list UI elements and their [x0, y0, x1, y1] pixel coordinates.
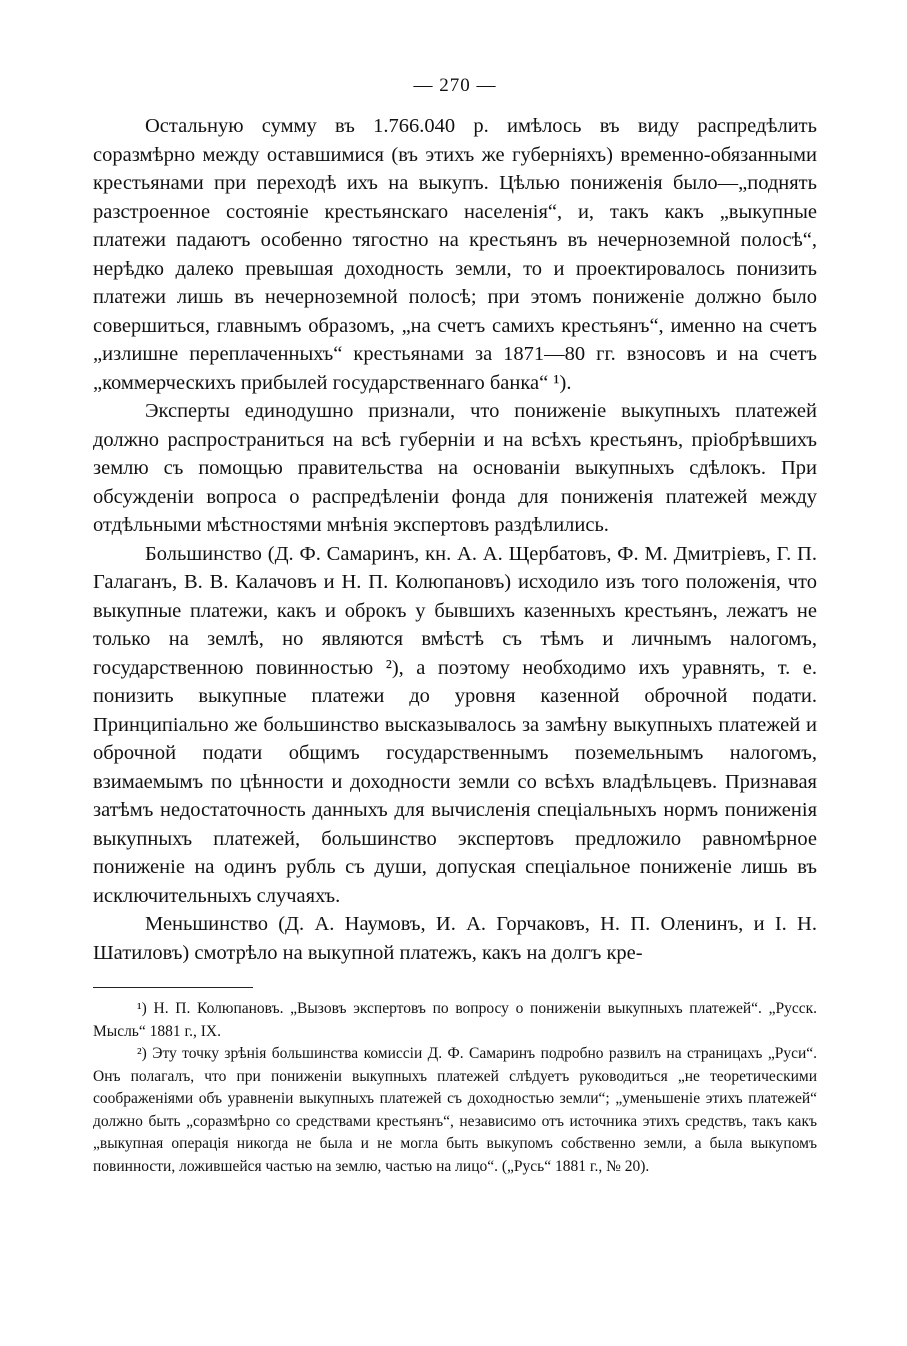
paragraph-experts-agreed: Эксперты единодушно признали, что пониженіе выкупныхъ платежей должно распространиться на всѣ губерніи и на всѣхъ крестьянъ, пріобрѣвшихъ землю съ помощью правительства на основаніи выкупныхъ сдѣлокъ. При обсужденіи вопроса о распредѣленіи фонда для пониженія платежей между отдѣльными мѣстностями мнѣнія экспертовъ раздѣлились.	[93, 400, 817, 536]
footnote-2: ²) Эту точку зрѣнія большинства комиссіи Д. Ф. Самаринъ подробно развилъ на страницахъ „Руси“. Онъ полагалъ, что при пониженіи выкупныхъ платежей слѣдуетъ руководиться „не теоретическими соображеніями объ уравненіи выкупныхъ платежей съ доходностью земли“; „уменьшеніе этихъ платежей“ должно быть „соразмѣрно со средствами крестьянъ“, независимо отъ источника этихъ средствъ, такъ какъ „выкупная операція никогда не была и не могла быть выкупомъ собственно земли, а была выкупомъ повинности, ложившейся частью на землю, частью на лицо“. („Русь“ 1881 г., № 20).	[93, 1045, 817, 1175]
footnote-1: ¹) Н. П. Колюпановъ. „Вызовъ экспертовъ по вопросу о пониженіи выкупныхъ платежей“. „Русск. Мысль“ 1881 г., IX.	[93, 1000, 817, 1040]
main-text	[93, 112, 817, 967]
page-number: — 270 —	[413, 75, 497, 96]
book-page	[93, 72, 817, 1178]
footnotes	[93, 998, 817, 1178]
paragraph-remaining-sum: Остальную сумму въ 1.766.040 р. имѣлось въ виду распредѣлить соразмѣрно между оставшимися (въ этихъ же губерніяхъ) временно-обязанными крестьянами при переходѣ ихъ на выкупъ. Цѣлью пониженія было—„поднять разстроенное состояніе крестьянскаго населенія“, и, такъ какъ „выкупные платежи падаютъ особенно тягостно на крестьянъ въ нечерноземной полосѣ“, нерѣдко далеко превышая доходность земли, то и проектировалось понизить платежи лишь въ нечерноземной полосѣ; при этомъ пониженіе должно было совершиться, главнымъ образомъ, „на счетъ самихъ крестьянъ“, именно на счетъ „излишне переплаченныхъ“ крестьянами за 1871—80 гг. взносовъ и на счетъ „коммерческихъ прибылей государственнаго банка“ ¹).	[93, 115, 817, 394]
paragraph-majority-opinion: Большинство (Д. Ф. Самаринъ, кн. А. А. Щербатовъ, Ф. М. Дмитріевъ, Г. П. Галаганъ, В. В. Калачовъ и Н. П. Колюпановъ) исходило изъ того положенія, что выкупные платежи, какъ и оброкъ у бывшихъ казенныхъ крестьянъ, лежатъ не только на землѣ, но являются вмѣстѣ съ тѣмъ и личнымъ налогомъ, государственною повинностью ²), а поэтому необходимо ихъ уравнять, т. е. понизить выкупные платежи до уровня казенной оброчной подати. Принципіально же большинство высказывалось за замѣну выкупныхъ платежей и оброчной подати общимъ государственнымъ поземельнымъ налогомъ, взимаемымъ по цѣнности и доходности земли со всѣхъ владѣльцевъ. Признавая затѣмъ недостаточность данныхъ для вычисленія спеціальныхъ нормъ пониженія выкупныхъ платежей, большинство экспертовъ предложило равномѣрное пониженіе на одинъ рубль съ души, допуская спеціальное пониженіе лишь въ исключительныхъ случаяхъ.	[93, 542, 817, 907]
footnote-divider	[93, 987, 253, 988]
paragraph-minority-opinion: Меньшинство (Д. А. Наумовъ, И. А. Горчаковъ, Н. П. Оленинъ, и І. Н. Шатиловъ) смотрѣло на выкупной платежъ, какъ на долгъ кре-	[93, 913, 817, 964]
